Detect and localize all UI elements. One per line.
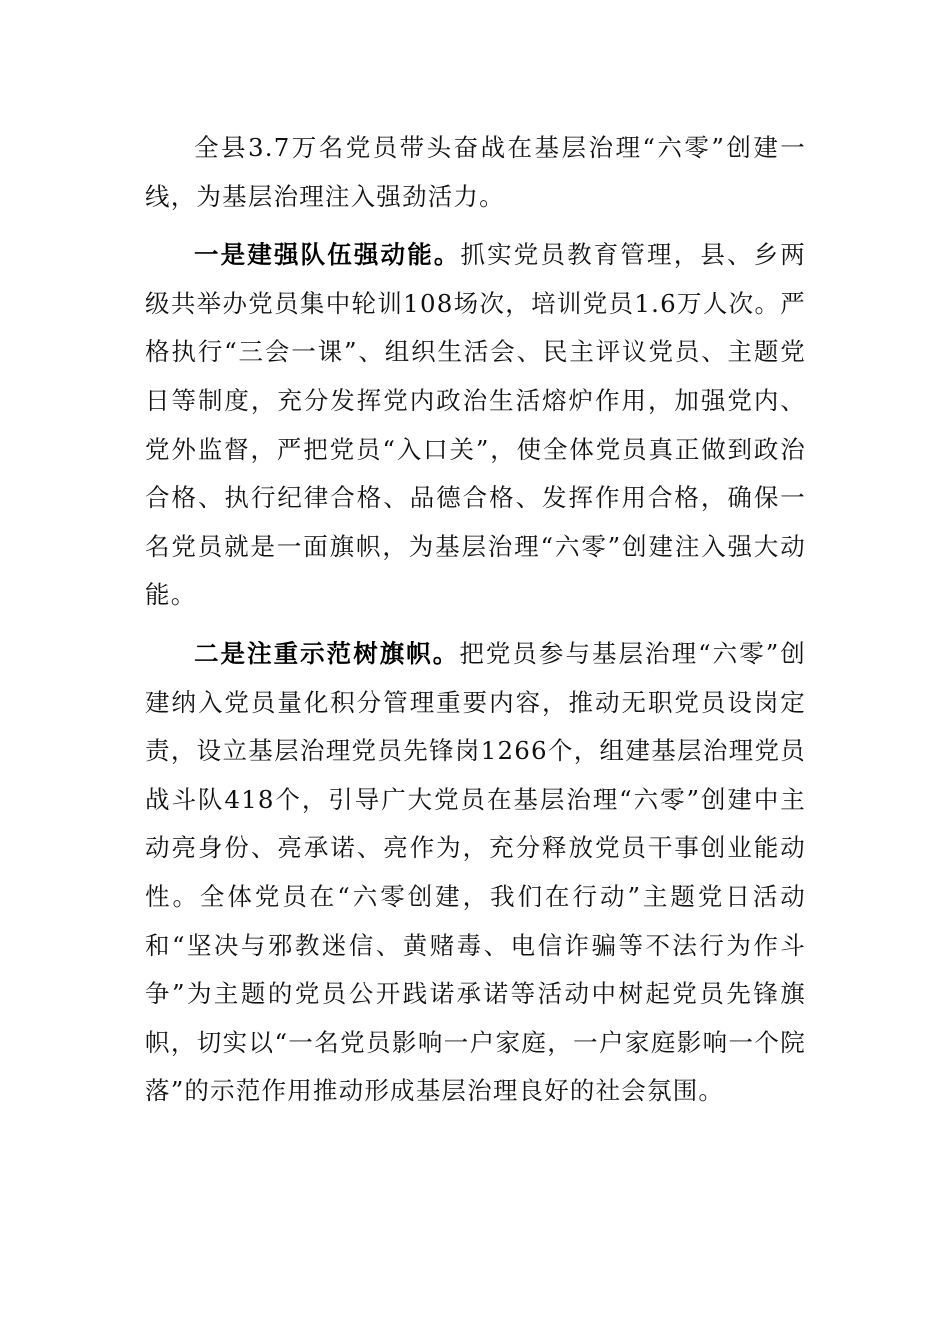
document-body bbox=[145, 124, 806, 1116]
paragraph-intro-text: 全县3.7万名党员带头奋战在基层治理“六零”创建一线，为基层治理注入强劲活力。 bbox=[145, 133, 806, 211]
paragraph-intro bbox=[145, 124, 806, 221]
paragraph-role-model-text: 把党员参与基层治理“六零”创建纳入党员量化积分管理重要内容，推动无职党员设岗定责，设立基层治理党员先锋岗1266个，组建基层治理党员战斗队418个，引导广大党员在基层治理“六零”创建中主动亮身份、亮承诺、亮作为，充分释放党员干事创业能动性。全体党员在“六零创建，我们在行动”主题党日活动和“坚决与邪教迷信、黄赌毒、电信诈骗等不法行为作斗争”为主题的党员公开践诺承诺等活动中树起党员先锋旗帜，切实以“一名党员影响一户家庭，一户家庭影响一个院落”的示范作用推动形成基层治理良好的社会氛围。 bbox=[145, 638, 806, 1106]
paragraph-role-model bbox=[145, 630, 806, 1116]
paragraph-team-building-text: 抓实党员教育管理，县、乡两级共举办党员集中轮训108场次，培训党员1.6万人次。严格执行“三会一课”、组织生活会、民主评议党员、主题党日等制度，充分发挥党内政治生活熔炉作用，加强党内、党外监督，严把党员“入口关”，使全体党员真正做到政治合格、执行纪律合格、品德合格、发挥作用合格，确保一名党员就是一面旗帜，为基层治理“六零”创建注入强大动能。 bbox=[145, 240, 806, 610]
paragraph-role-model-heading: 二是注重示范树旗帜。 bbox=[194, 638, 460, 668]
paragraph-team-building bbox=[145, 231, 806, 620]
paragraph-team-building-heading: 一是建强队伍强动能。 bbox=[194, 240, 461, 270]
